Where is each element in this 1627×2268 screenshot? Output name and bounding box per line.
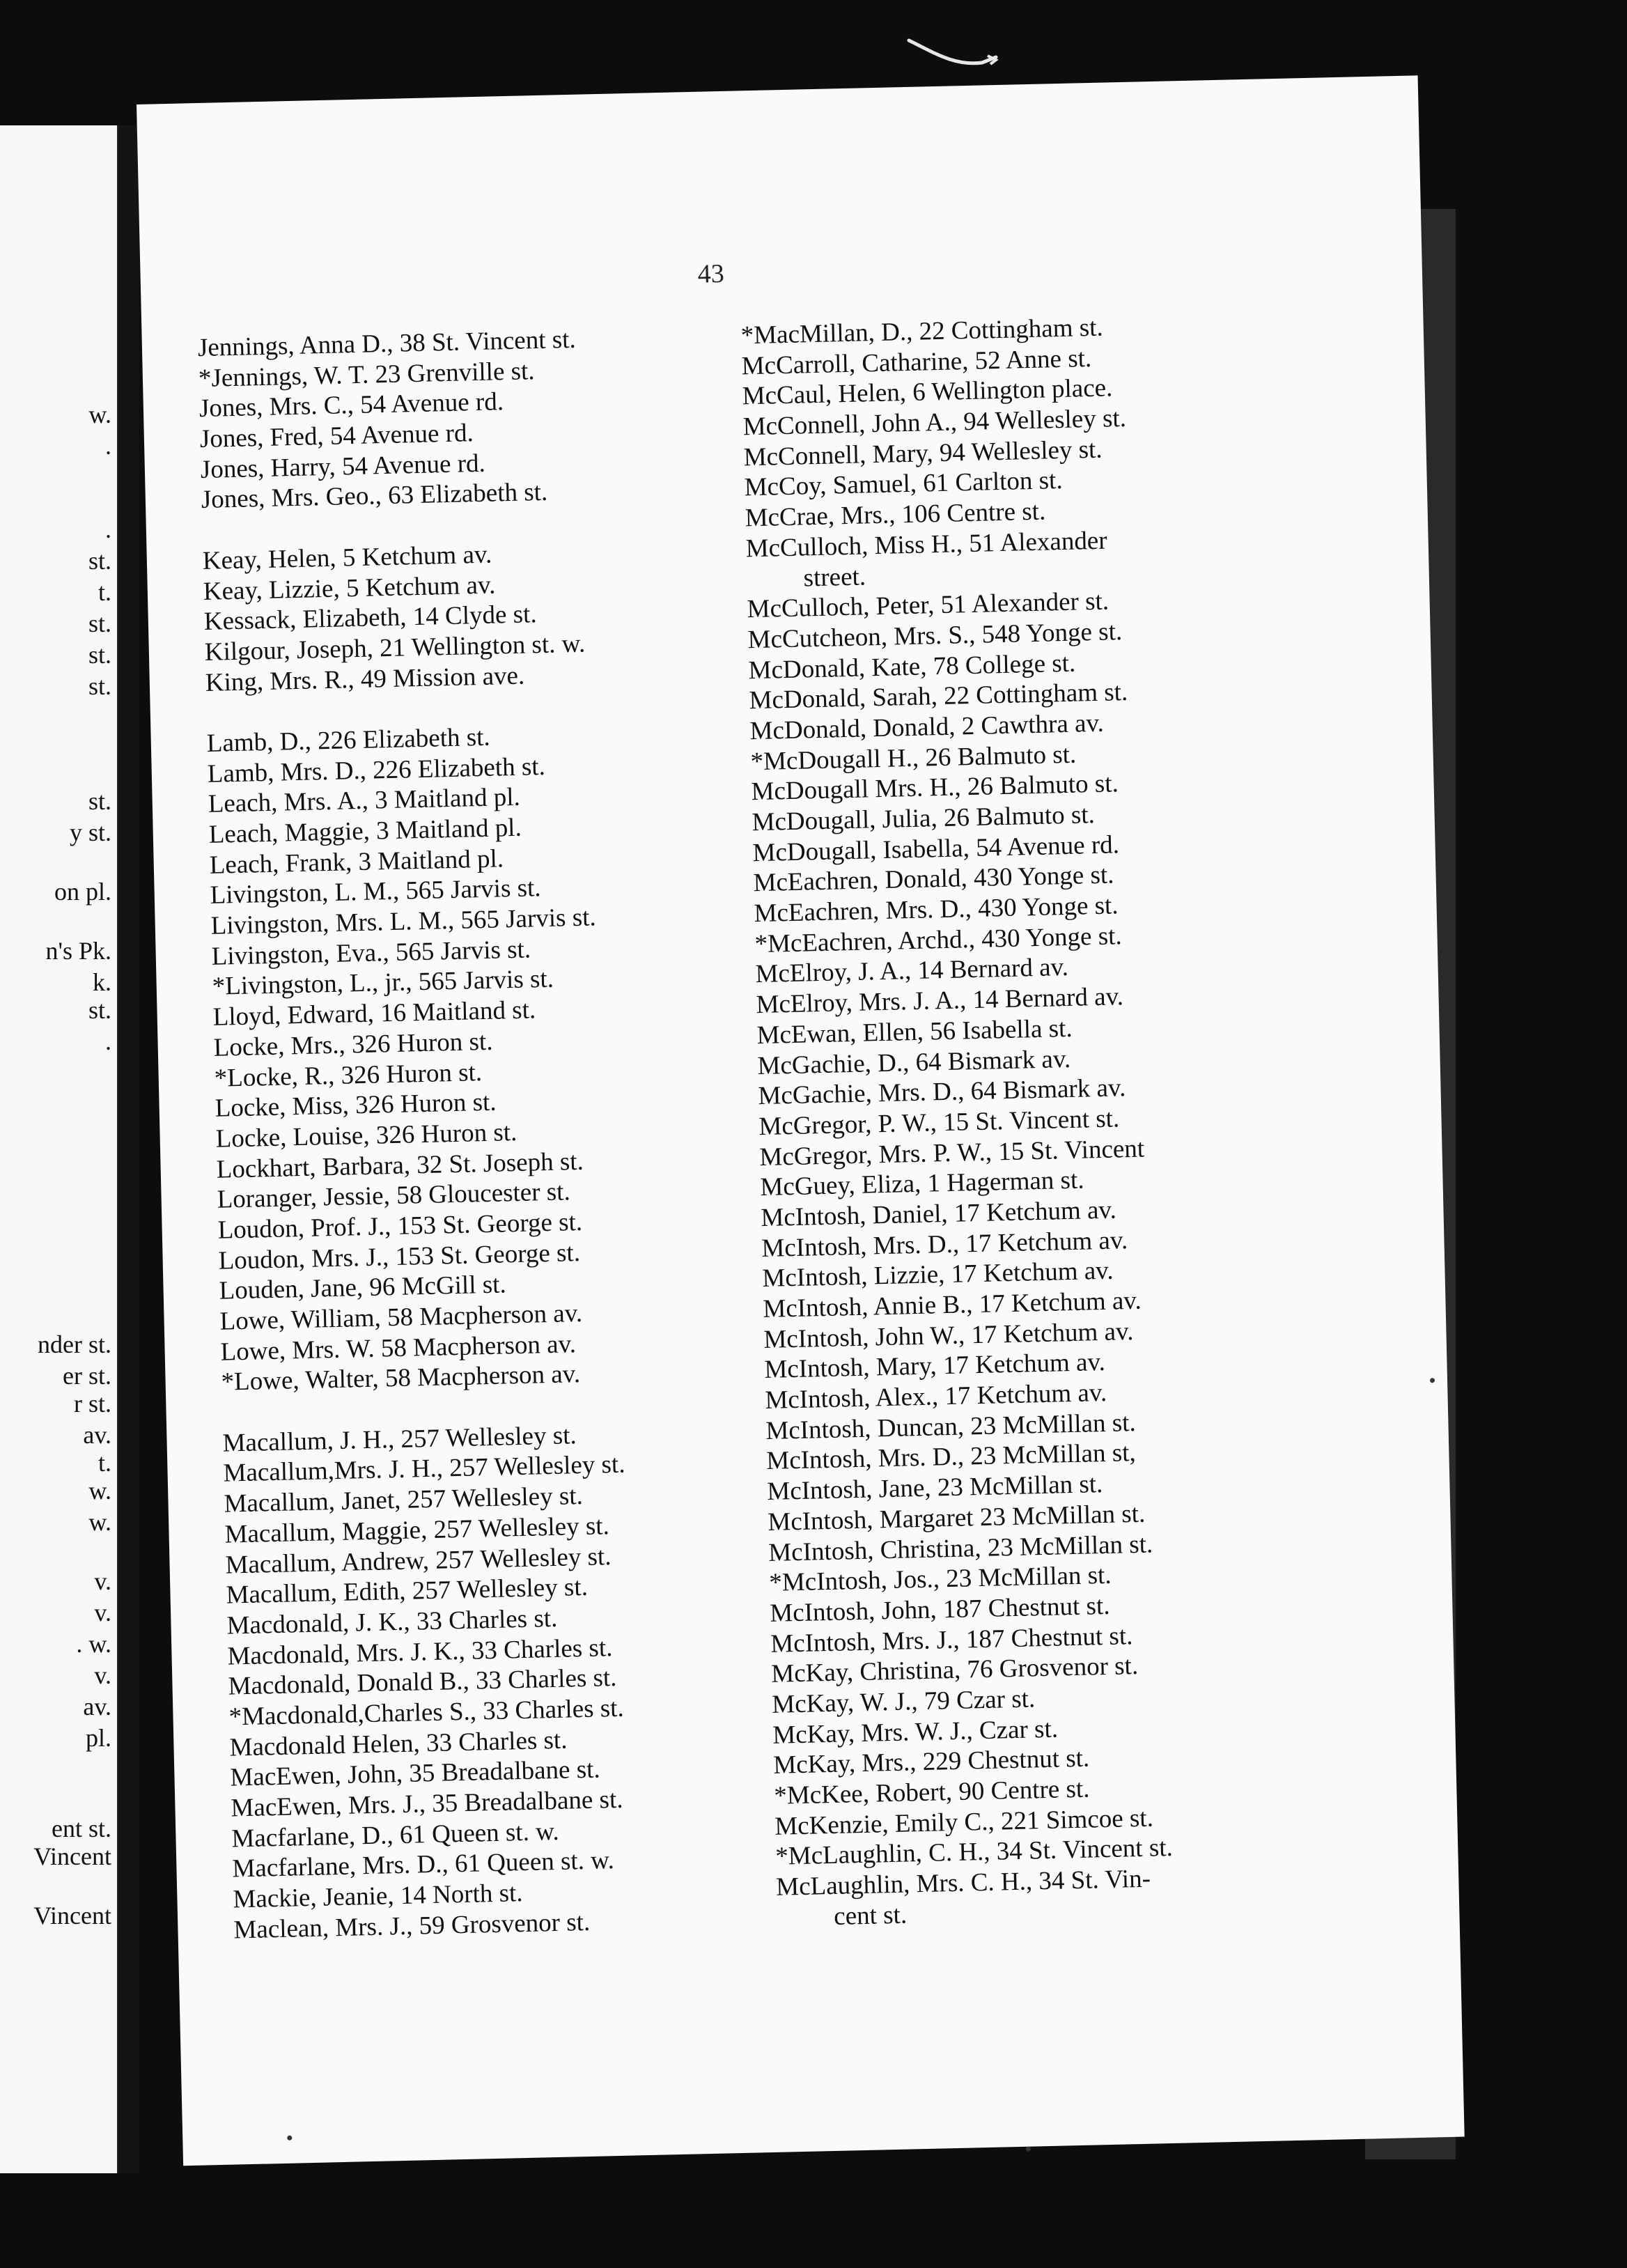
directory-entry: McEachren, Donald, 430 Yonge st. xyxy=(753,860,1114,898)
left-page-text-fragment: st. xyxy=(88,609,111,637)
directory-entry: McDougall, Isabella, 54 Avenue rd. xyxy=(752,830,1120,867)
directory-entry: McIntosh, Duncan, 23 McMillan st. xyxy=(765,1408,1137,1445)
directory-entry: Jennings, Anna D., 38 St. Vincent st. xyxy=(197,325,577,363)
left-page-text-fragment: . xyxy=(105,515,111,543)
directory-entry: Lowe, William, 58 Macpherson av. xyxy=(219,1298,583,1336)
directory-entry: *Jennings, W. T. 23 Grenville st. xyxy=(198,356,535,393)
left-page-text-fragment: on pl. xyxy=(54,878,111,906)
directory-entry: Macallum, Edith, 257 Wellesley st. xyxy=(226,1573,589,1610)
left-page-text-fragment: v. xyxy=(94,1567,111,1595)
directory-entry: McIntosh, Alex., 17 Ketchum av. xyxy=(764,1378,1107,1415)
directory-entry: Lockhart, Barbara, 32 St. Joseph st. xyxy=(216,1147,584,1184)
directory-entry: McCulloch, Peter, 51 Alexander st. xyxy=(747,587,1110,624)
directory-entry-continuation: cent st. xyxy=(833,1900,908,1931)
left-page-text-fragment: . xyxy=(105,1027,111,1055)
directory-entry: Macfarlane, Mrs. D., 61 Queen st. w. xyxy=(232,1846,615,1883)
directory-entry: *McKee, Robert, 90 Centre st. xyxy=(773,1774,1090,1810)
left-page-text-fragment: w. xyxy=(88,1477,111,1505)
directory-entry: McIntosh, Mrs. J., 187 Chestnut st. xyxy=(770,1621,1133,1659)
directory-column-left xyxy=(197,321,763,1945)
directory-entry: Louden, Jane, 96 McGill st. xyxy=(219,1270,507,1306)
left-page-text-fragment: pl. xyxy=(85,1724,111,1752)
directory-entry: McElroy, Mrs. J. A., 14 Bernard av. xyxy=(756,982,1124,1020)
directory-entry: Locke, Miss, 326 Huron st. xyxy=(215,1087,497,1123)
directory-entry: Lloyd, Edward, 16 Maitland st. xyxy=(212,995,536,1032)
left-page-text-fragment: r st. xyxy=(74,1390,111,1418)
directory-entry: Leach, Mrs. A., 3 Maitland pl. xyxy=(208,783,521,819)
directory-entry: McKay, Mrs. W. J., Czar st. xyxy=(772,1714,1059,1750)
left-page-text-fragment: av. xyxy=(83,1693,111,1721)
directory-entry: Macdonald Helen, 33 Charles st. xyxy=(229,1725,568,1762)
directory-entry: Jones, Harry, 54 Avenue rd. xyxy=(200,449,486,484)
directory-entry: *McIntosh, Jos., 23 McMillan st. xyxy=(768,1560,1112,1598)
directory-entry: McDonald, Donald, 2 Cawthra av. xyxy=(749,708,1105,746)
directory-entry: Macallum, Maggie, 257 Wellesley st. xyxy=(224,1511,610,1549)
directory-entry: Livingston, Mrs. L. M., 565 Jarvis st. xyxy=(210,903,597,940)
left-page-text-fragment: w. xyxy=(88,401,111,428)
left-page-text-fragment: v. xyxy=(94,1599,111,1626)
left-page-text-fragment: t. xyxy=(98,1449,111,1477)
directory-entry: Leach, Maggie, 3 Maitland pl. xyxy=(208,813,522,849)
directory-entry: Macallum,Mrs. J. H., 257 Wellesley st. xyxy=(223,1450,625,1489)
directory-entry: Macdonald, Mrs. J. K., 33 Charles st. xyxy=(227,1633,613,1671)
directory-entry: McIntosh, Margaret 23 McMillan st. xyxy=(767,1499,1146,1537)
directory-entry: McKay, Mrs., 229 Chestnut st. xyxy=(772,1743,1090,1780)
left-page-text-fragment: st. xyxy=(88,787,111,815)
left-page-text-fragment: st. xyxy=(88,547,111,575)
directory-entry: Locke, Mrs., 326 Huron st. xyxy=(213,1027,493,1062)
page-number: 43 xyxy=(697,258,725,289)
left-page-text-fragment: av. xyxy=(83,1421,111,1449)
directory-page xyxy=(137,75,1465,2166)
directory-entry: McIntosh, John W., 17 Ketchum av. xyxy=(763,1316,1134,1354)
directory-entry: McKay, Christina, 76 Grosvenor st. xyxy=(770,1652,1139,1689)
directory-entry: Locke, Louise, 326 Huron st. xyxy=(215,1117,517,1154)
directory-entry: *Lowe, Walter, 58 Macpherson av. xyxy=(221,1360,581,1397)
ink-speck xyxy=(1430,1378,1435,1383)
directory-entry: Keay, Helen, 5 Ketchum av. xyxy=(202,540,492,575)
left-page-text-fragment: st. xyxy=(88,641,111,669)
directory-entry: *McLaughlin, C. H., 34 St. Vincent st. xyxy=(774,1833,1174,1872)
left-page-text-fragment: st. xyxy=(88,672,111,700)
directory-entry: McDougall Mrs. H., 26 Balmuto st. xyxy=(751,769,1119,807)
left-page-text-fragment: ent st. xyxy=(52,1815,111,1842)
directory-entry: McCarroll, Catharine, 52 Anne st. xyxy=(741,343,1092,381)
directory-entry: McElroy, J. A., 14 Bernard av. xyxy=(755,953,1069,989)
directory-entry: McCoy, Samuel, 61 Carlton st. xyxy=(744,466,1064,502)
directory-entry: McCutcheon, Mrs. S., 548 Yonge st. xyxy=(747,616,1123,655)
directory-entry: Macallum, Janet, 257 Wellesley st. xyxy=(224,1482,584,1519)
left-page-text-fragment: . w. xyxy=(76,1630,111,1658)
directory-entry: Macdonald, J. K., 33 Charles st. xyxy=(226,1603,558,1640)
directory-entry: McCaul, Helen, 6 Wellington place. xyxy=(742,373,1113,411)
directory-entry: Macdonald, Donald B., 33 Charles st. xyxy=(228,1663,617,1701)
left-page-text-fragment: n's Pk. xyxy=(45,937,111,965)
binding-gutter xyxy=(118,125,139,2173)
directory-entry: McIntosh, Daniel, 17 Ketchum av. xyxy=(761,1195,1117,1233)
directory-entry: Loranger, Jessie, 58 Gloucester st. xyxy=(217,1177,571,1215)
left-page-text-fragment: er st. xyxy=(63,1362,111,1390)
directory-entry: *Livingston, L., jr., 565 Jarvis st. xyxy=(212,965,554,1002)
directory-entry: Jones, Fred, 54 Avenue rd. xyxy=(199,419,474,454)
directory-entry: McGregor, P. W., 15 St. Vincent st. xyxy=(758,1104,1120,1141)
directory-entry: McCrae, Mrs., 106 Centre st. xyxy=(745,497,1046,533)
directory-entry: Macfarlane, D., 61 Queen st. w. xyxy=(231,1817,560,1854)
left-page-text-fragment: y st. xyxy=(69,818,111,846)
directory-column-right xyxy=(740,309,1306,1933)
directory-entry: Lamb, D., 226 Elizabeth st. xyxy=(206,722,491,758)
left-page-text-fragment: k. xyxy=(93,968,111,996)
directory-entry: *MacMillan, D., 22 Cottingham st. xyxy=(740,313,1104,350)
directory-entry: *McEachren, Archd., 430 Yonge st. xyxy=(754,921,1123,958)
directory-entry: *McDougall H., 26 Balmuto st. xyxy=(750,740,1077,776)
directory-entry: Mackie, Jeanie, 14 North st. xyxy=(233,1879,524,1914)
left-page-text-fragment: nder st. xyxy=(38,1330,111,1358)
directory-entry: Macallum, Andrew, 257 Wellesley st. xyxy=(225,1541,612,1580)
directory-entry: McKenzie, Emily C., 221 Simcoe st. xyxy=(774,1803,1154,1841)
directory-entry: McEachren, Mrs. D., 430 Yonge st. xyxy=(754,891,1119,929)
ink-speck xyxy=(1026,2147,1031,2152)
directory-entry: MacEwen, John, 35 Breadalbane st. xyxy=(230,1755,601,1792)
ink-scratch-mark xyxy=(905,35,1017,77)
directory-entry: Livingston, L. M., 565 Jarvis st. xyxy=(210,873,541,910)
directory-entry: *Macdonald,Charles S., 33 Charles st. xyxy=(228,1693,625,1732)
left-page-text-fragment: . xyxy=(105,432,111,460)
directory-entry: McGachie, Mrs. D., 64 Bismark av. xyxy=(758,1073,1126,1111)
directory-entry: McLaughlin, Mrs. C. H., 34 St. Vin- xyxy=(775,1864,1151,1902)
directory-entry: Loudon, Prof. J., 153 St. George st. xyxy=(217,1207,583,1245)
left-page-text-fragment: st. xyxy=(88,996,111,1024)
directory-entry: McIntosh, Lizzie, 17 Ketchum av. xyxy=(762,1256,1114,1294)
directory-entry: McIntosh, John, 187 Chestnut st. xyxy=(769,1591,1110,1628)
ink-speck xyxy=(287,2136,292,2141)
directory-entry: McGachie, D., 64 Bismark av. xyxy=(757,1044,1071,1080)
directory-entry: Leach, Frank, 3 Maitland pl. xyxy=(209,844,504,880)
directory-entry: *Locke, R., 326 Huron st. xyxy=(214,1057,483,1093)
directory-entry: McIntosh, Mrs. D., 17 Ketchum av. xyxy=(761,1225,1128,1263)
directory-entry: King, Mrs. R., 49 Mission ave. xyxy=(205,661,525,697)
directory-entry: McConnell, Mary, 94 Wellesley st. xyxy=(743,435,1103,472)
directory-entry: McIntosh, Christina, 23 McMillan st. xyxy=(768,1529,1153,1567)
directory-entry: McConnell, John A., 94 Wellesley st. xyxy=(742,403,1127,442)
directory-entry: MacEwen, Mrs. J., 35 Breadalbane st. xyxy=(231,1785,623,1823)
left-page-fragment xyxy=(0,125,119,2173)
directory-entry: Kessack, Elizabeth, 14 Clyde st. xyxy=(203,600,538,637)
directory-entry: McCulloch, Miss H., 51 Alexander xyxy=(745,526,1108,564)
left-page-text-fragment: Vincent xyxy=(33,1902,111,1929)
directory-entry: McEwan, Ellen, 56 Isabella st. xyxy=(756,1013,1073,1050)
directory-entry: Jones, Mrs. C., 54 Avenue rd. xyxy=(198,387,504,424)
directory-entry: Loudon, Mrs. J., 153 St. George st. xyxy=(218,1238,581,1275)
left-page-text-fragment: v. xyxy=(94,1661,111,1689)
directory-entry-continuation: street. xyxy=(803,561,866,592)
left-page-text-fragment: w. xyxy=(88,1508,111,1536)
directory-entry: McIntosh, Mary, 17 Ketchum av. xyxy=(763,1348,1106,1385)
directory-entry: Jones, Mrs. Geo., 63 Elizabeth st. xyxy=(201,478,548,515)
directory-entry: Maclean, Mrs. J., 59 Grosvenor st. xyxy=(233,1907,591,1945)
directory-entry: McIntosh, Jane, 23 McMillan st. xyxy=(766,1470,1103,1507)
directory-entry: McIntosh, Annie B., 17 Ketchum av. xyxy=(763,1286,1142,1324)
directory-entry: McDougall, Julia, 26 Balmuto st. xyxy=(752,800,1096,837)
directory-entry: McKay, W. J., 79 Czar st. xyxy=(771,1684,1036,1719)
directory-entry: McDonald, Sarah, 22 Cottingham st. xyxy=(749,678,1128,715)
directory-entry: McGuey, Eliza, 1 Hagerman st. xyxy=(760,1165,1084,1202)
directory-entry: Keay, Lizzie, 5 Ketchum av. xyxy=(203,570,496,606)
left-page-text-fragment: t. xyxy=(98,578,111,606)
directory-entry: McGregor, Mrs. P. W., 15 St. Vincent xyxy=(759,1134,1145,1172)
directory-entry: Macallum, J. H., 257 Wellesley st. xyxy=(222,1420,577,1458)
directory-entry: McIntosh, Mrs. D., 23 McMillan st, xyxy=(765,1438,1137,1476)
left-page-text-fragment: Vincent xyxy=(33,1842,111,1870)
directory-entry: McDonald, Kate, 78 College st. xyxy=(748,648,1076,685)
directory-entry: Kilgour, Joseph, 21 Wellington st. w. xyxy=(204,629,586,667)
directory-entry: Livingston, Eva., 565 Jarvis st. xyxy=(211,935,531,971)
directory-entry: Lowe, Mrs. W. 58 Macpherson av. xyxy=(220,1329,577,1367)
directory-entry: Lamb, Mrs. D., 226 Elizabeth st. xyxy=(207,752,546,789)
